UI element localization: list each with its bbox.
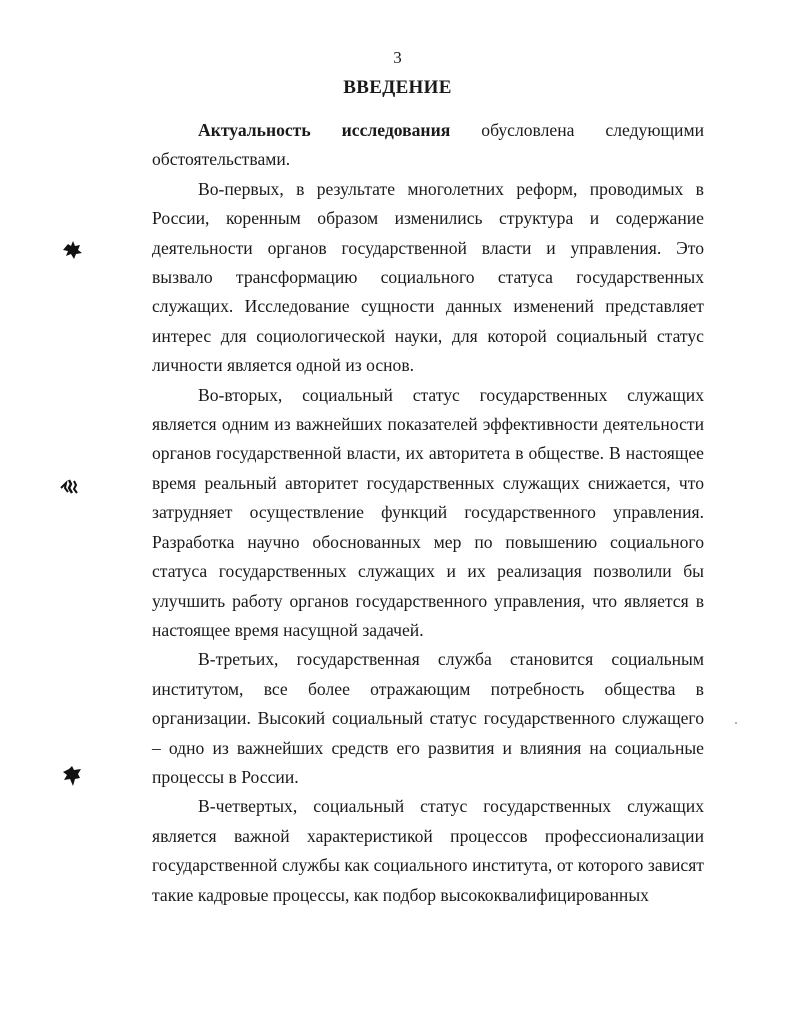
scan-punch-hole-mark xyxy=(57,474,81,498)
paragraph-fourth: В-четвертых, социальный статус государственных служащих является важной характеристикой процессов профессионализации государственной службы как социального института, от которого зависят такие кадровые процессы, как подбор высококвалифицированных xyxy=(152,796,704,905)
bold-term-research: исследования xyxy=(341,120,451,140)
scan-speck xyxy=(735,722,737,724)
intro-paragraph xyxy=(152,116,704,175)
paragraph-second: Во-вторых, социальный статус государственных служащих является одним из важнейших показателей эффективности деятельности органов государственной власти, их авторитета в обществе. В настоящее время реальный авторитет государственных служащих снижается, что затрудняет осуществление функций государственного управления. Разработка научно обоснованных мер по повышению социального статуса государственных служащих и их реализация позволили бы улучшить работу органов государственного управления, что является в настоящее время насущной задачей. xyxy=(152,384,704,640)
paragraph-third: В-третьих, государственная служба становится социальным институтом, все более отражающим потребность общества в организации. Высокий социальный статус государственного служащего – одно из важнейших средств его развития и влияния на социальные процессы в России. xyxy=(152,649,704,787)
section-heading: ВВЕДЕНИЕ xyxy=(343,77,452,98)
intro-rest: обусловлена следующими обстоятельствами. xyxy=(152,120,705,170)
bold-term-relevance: Актуальность xyxy=(198,120,311,140)
scan-punch-hole-mark xyxy=(60,764,84,788)
paragraph-first: Во-первых, в результате многолетних реформ, проводимых в России, коренным образом изменились структура и содержание деятельности органов государственной власти и управления. Это вызвало трансформацию социального статуса государственных служащих. Исследование сущности данных изменений представляет интерес для социологической науки, для которой социальный статус личности является одной из основ. xyxy=(152,178,704,376)
body-text xyxy=(152,116,704,910)
scan-punch-hole-mark xyxy=(60,238,84,262)
page-number: 3 xyxy=(393,48,402,67)
